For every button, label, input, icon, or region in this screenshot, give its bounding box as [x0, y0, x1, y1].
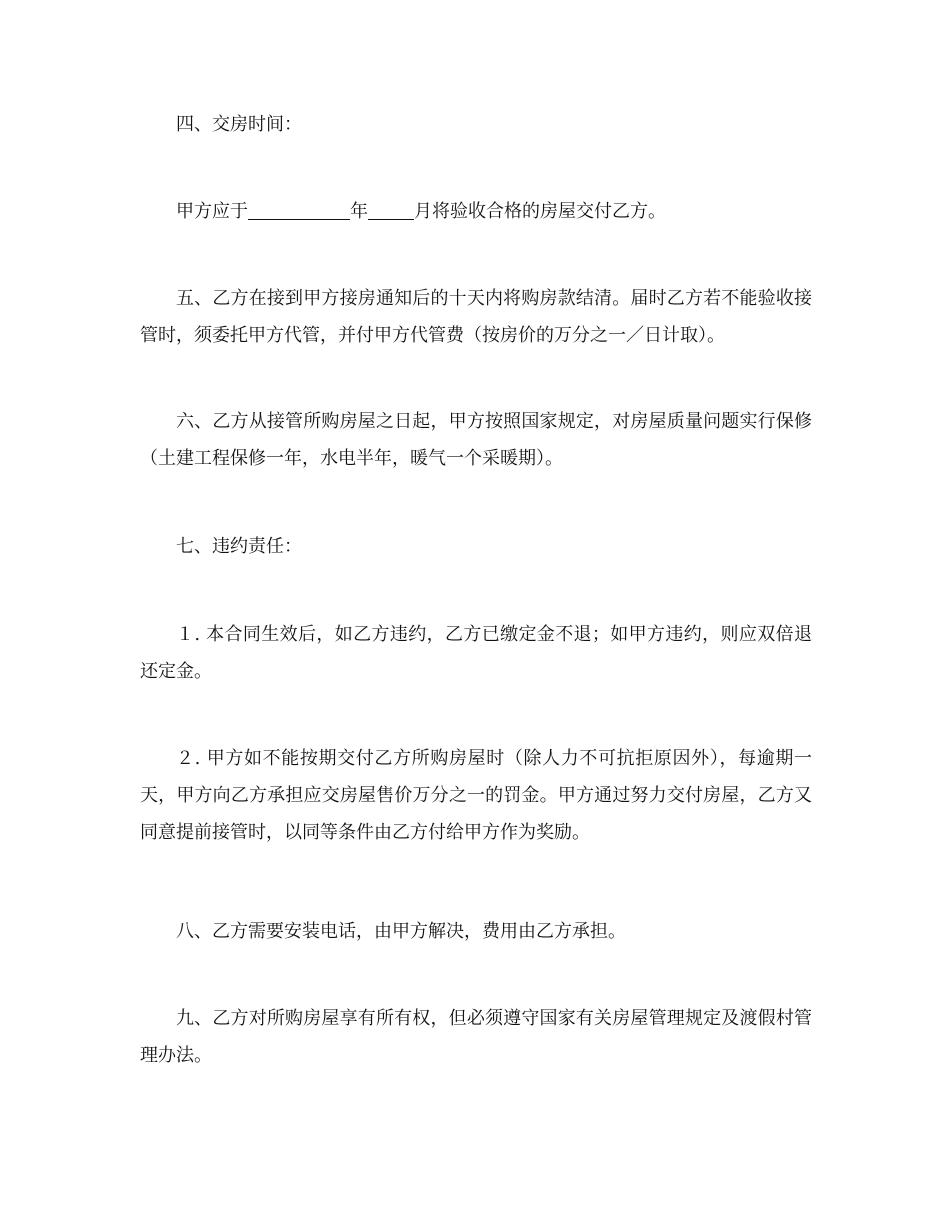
section-7-heading: 七、违约责任： — [176, 536, 302, 557]
section-7-item-1: １. 本合同生效后，如乙方违约，乙方已缴定金不退；如甲方违约，则应双倍退还定金。 — [140, 624, 812, 682]
month-blank — [368, 199, 414, 220]
section-8: 八、乙方需要安装电话，由甲方解决，费用由乙方承担。 — [176, 921, 626, 942]
section-7-item-2: ２. 甲方如不能按期交付乙方所购房屋时（除人力不可抗拒原因外），每逾期一天，甲方向乙方承担应交房屋售价万分之一的罚金。甲方通过努力交付房屋，乙方又同意提前接管时，以同等条件由乙方付给甲方作为奖励。 — [140, 748, 812, 843]
section-4-body-year: 年 — [350, 201, 368, 222]
section-5: 五、乙方在接到甲方接房通知后的十天内将购房款结清。届时乙方若不能验收接管时，须委托甲方代管，并付甲方代管费（按房价的万分之一／日计取）。 — [140, 288, 812, 346]
section-6: 六、乙方从接管所购房屋之日起，甲方按照国家规定，对房屋质量问题实行保修（土建工程保修一年，水电半年，暖气一个采暖期）。 — [140, 411, 812, 469]
section-4-body-suffix: 月将验收合格的房屋交付乙方。 — [414, 201, 666, 222]
section-9: 九、乙方对所购房屋享有所有权，但必须遵守国家有关房屋管理规定及渡假村管理办法。 — [140, 1008, 812, 1066]
section-4-body — [140, 193, 812, 230]
section-4-heading: 四、交房时间： — [176, 114, 302, 135]
section-4-body-prefix: 甲方应于 — [176, 201, 248, 222]
year-blank — [248, 199, 350, 220]
